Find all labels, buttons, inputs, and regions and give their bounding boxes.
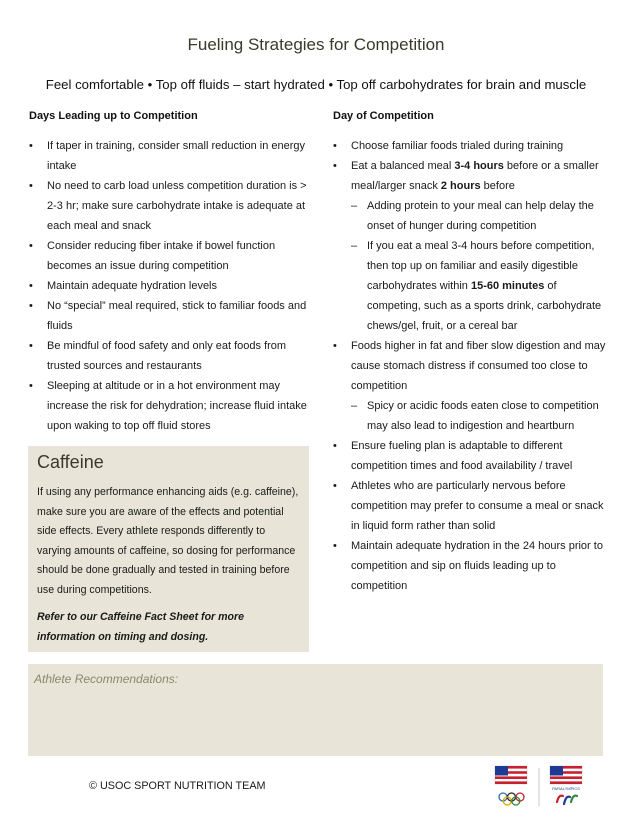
paralympics-label: PARALYMPICS xyxy=(552,786,580,791)
list-text: before or a smaller meal/larger snack xyxy=(351,160,599,192)
list-item: • Choose familiar foods trialed during training xyxy=(333,136,613,156)
footer-copyright: © USOC SPORT NUTRITION TEAM xyxy=(89,780,266,792)
team-usa-logos xyxy=(493,764,593,813)
list-item: • Consider reducing fiber intake if bowel function becomes an issue during competition xyxy=(29,236,309,276)
days-leading-list xyxy=(29,136,309,436)
caffeine-body: If using any performance enhancing aids (e.g. caffeine), make sure you are aware of the effects and potential side effects. Every athlete responds differently to varying amounts of caffeine, so dosing for performance should be done gradually and tested in training before use during competitions. xyxy=(37,486,299,596)
list-item xyxy=(333,156,613,336)
list-item: • Ensure fueling plan is adaptable to different competition times and food availability / travel xyxy=(333,436,613,476)
day-of-heading: Day of Competition xyxy=(333,110,434,122)
list-item: • Sleeping at altitude or in a hot environment may increase the risk for dehydration; increase fluid intake upon waking to top off fluid stores xyxy=(29,376,309,436)
day-of-list xyxy=(333,136,613,596)
athlete-recommendations-box xyxy=(28,664,603,756)
page-title: Fueling Strategies for Competition xyxy=(187,35,445,54)
us-flag-icon xyxy=(550,766,582,784)
list-item: • Athletes who are particularly nervous before competition may prefer to consume a meal or snack in liquid form rather than solid xyxy=(333,476,613,536)
list-text: Foods higher in fat and fiber slow digestion and may cause stomach distress if consumed too close to competition xyxy=(351,340,606,392)
list-emphasis: 2 hours xyxy=(440,180,481,192)
logos-svg xyxy=(493,764,593,808)
list-item: • If taper in training, consider small reduction in energy intake xyxy=(29,136,309,176)
sub-list xyxy=(351,196,613,336)
list-emphasis: 15-60 minutes xyxy=(470,280,545,292)
list-item: • No need to carb load unless competition duration is > 2-3 hr; make sure carbohydrate intake is adequate at each meal and snack xyxy=(29,176,309,236)
athlete-recommendations-label: Athlete Recommendations: xyxy=(34,672,179,686)
list-emphasis: 3-4 hours xyxy=(454,160,504,172)
list-text: Eat a balanced meal xyxy=(351,160,455,172)
us-flag-icon xyxy=(495,766,527,784)
caffeine-reference: Refer to our Caffeine Fact Sheet for more information on timing and dosing. xyxy=(37,611,245,643)
paralympic-agitos-icon xyxy=(557,796,577,804)
page-subtitle: Feel comfortable • Top off fluids – start hydrated • Top off carbohydrates for brain and muscle xyxy=(45,77,587,92)
caffeine-box xyxy=(28,446,309,652)
list-item: • Maintain adequate hydration in the 24 hours prior to competition and sip on fluids leading up to competition xyxy=(333,536,613,596)
sub-list-item xyxy=(351,236,613,336)
list-item: • Maintain adequate hydration levels xyxy=(29,276,309,296)
list-text: before xyxy=(480,180,515,192)
days-leading-column xyxy=(29,110,309,436)
olympic-rings-icon xyxy=(499,793,524,805)
day-of-column xyxy=(333,110,613,596)
sub-list-item: – Spicy or acidic foods eaten close to competition may also lead to indigestion and heartburn xyxy=(351,396,613,436)
sub-list-item: – Adding protein to your meal can help delay the onset of hunger during competition xyxy=(351,196,613,236)
list-text: of competing, such as a sports drink, carbohydrate chews/gel, fruit, or a cereal bar xyxy=(367,280,602,332)
list-item xyxy=(333,336,613,436)
caffeine-title: Caffeine xyxy=(37,452,104,472)
list-text: If you eat a meal 3-4 hours before competition, then top up on familiar and easily digestible carbohydrates within xyxy=(367,240,595,292)
list-item: • Be mindful of food safety and only eat foods from trusted sources and restaurants xyxy=(29,336,309,376)
days-leading-heading: Days Leading up to Competition xyxy=(29,110,198,122)
sub-list xyxy=(351,396,613,436)
list-item: • No “special” meal required, stick to familiar foods and fluids xyxy=(29,296,309,336)
